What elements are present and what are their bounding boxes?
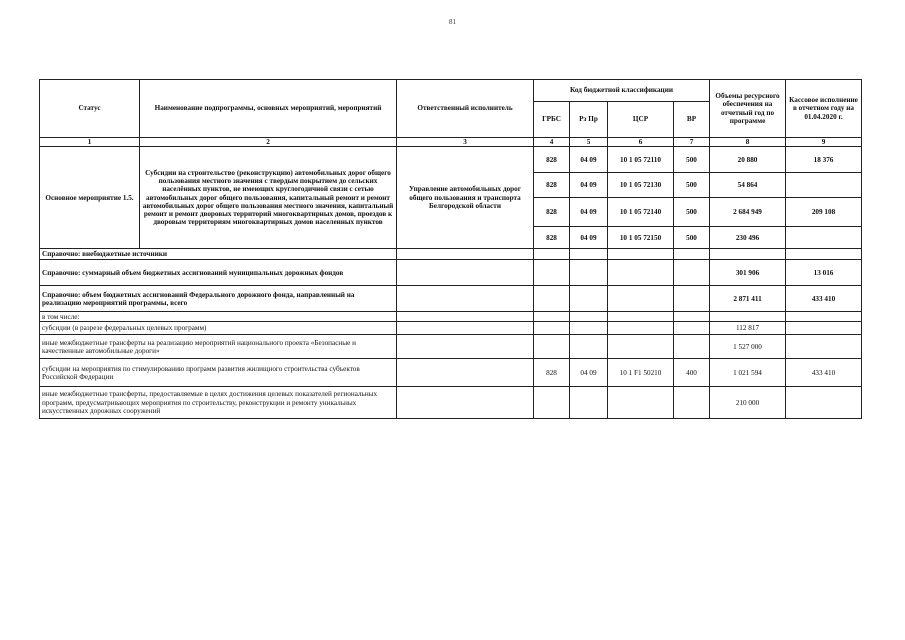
csr-cell: 10 1 05 72130 — [608, 173, 674, 198]
table-row — [40, 312, 862, 322]
rz-cell: 04 09 — [570, 147, 608, 173]
header-csr: ЦСР — [608, 102, 674, 138]
volume-cell: 230 496 — [710, 227, 786, 249]
grbs-cell: 828 — [534, 147, 570, 173]
column-number: 2 — [140, 138, 397, 147]
header-name: Наименование подпрограммы, основных мероприятий, мероприятий — [140, 80, 397, 138]
municipal-fund-label: Справочно: суммарный объем бюджетных ассигнований муниципальных дорожных фондов — [40, 260, 397, 286]
housing-label: субсидии на мероприятия по стимулированию программ развития жилищного строительства субъектов Российской Федерации — [40, 359, 397, 387]
header-responsible: Ответственный исполнитель — [397, 80, 534, 138]
header-budget-code: Код бюджетной классификации — [534, 80, 710, 102]
table-row — [40, 359, 862, 387]
table-row — [40, 387, 862, 419]
table-row — [40, 286, 862, 312]
grbs-cell: 828 — [534, 198, 570, 227]
vr-cell: 500 — [674, 227, 710, 249]
rz-cell: 04 09 — [570, 227, 608, 249]
subsidies-volume: 112 817 — [710, 322, 786, 335]
rz-cell: 04 09 — [570, 359, 608, 387]
column-number: 4 — [534, 138, 570, 147]
column-number: 6 — [608, 138, 674, 147]
column-number: 3 — [397, 138, 534, 147]
housing-volume: 1 021 594 — [710, 359, 786, 387]
vr-cell: 400 — [674, 359, 710, 387]
cash-cell: 209 108 — [786, 198, 862, 227]
federal-volume: 2 871 411 — [710, 286, 786, 312]
csr-cell: 10 1 05 72110 — [608, 147, 674, 173]
including-label: в том числе: — [40, 312, 397, 322]
grbs-cell: 828 — [534, 227, 570, 249]
csr-cell: 10 1 F1 50210 — [608, 359, 674, 387]
table-row — [40, 322, 862, 335]
table-row — [40, 335, 862, 359]
header-rz-pr: Рз Пр — [570, 102, 608, 138]
header-status: Статус — [40, 80, 140, 138]
csr-cell: 10 1 05 72150 — [608, 227, 674, 249]
federal-fund-label: Справочно: объем бюджетных ассигнований Федерального дорожного фонда, направленный на реализацию мероприятий программы, всего — [40, 286, 397, 312]
federal-cash: 433 410 — [786, 286, 862, 312]
csr-cell: 10 1 05 72140 — [608, 198, 674, 227]
rz-cell: 04 09 — [570, 173, 608, 198]
volume-cell: 54 864 — [710, 173, 786, 198]
subsidies-label: субсидии (в разрезе федеральных целевых программ) — [40, 322, 397, 335]
rz-cell: 04 09 — [570, 198, 608, 227]
cash-cell — [786, 227, 862, 249]
cash-cell: 18 376 — [786, 147, 862, 173]
column-number: 7 — [674, 138, 710, 147]
header-cash: Кассовое исполнение в отчетном году на 01.04.2020 г. — [786, 80, 862, 138]
municipal-cash: 13 016 — [786, 260, 862, 286]
unique-structures-label: иные межбюджетные трансферты, предоставляемые в целях достижения целевых показателей региональных программ, предусматривающих мероприятия по строительству, реконструкции и ремонту уникальных искусственных дорожных сооружений — [40, 387, 397, 419]
main-event-responsible: Управление автомобильных дорог общего пользования и транспорта Белгородской области — [397, 147, 534, 249]
vr-cell: 500 — [674, 147, 710, 173]
grbs-cell: 828 — [534, 359, 570, 387]
unique-structures-volume: 210 000 — [710, 387, 786, 419]
column-number: 5 — [570, 138, 608, 147]
volume-cell: 20 880 — [710, 147, 786, 173]
cash-cell — [786, 173, 862, 198]
column-number: 1 — [40, 138, 140, 147]
column-number: 9 — [786, 138, 862, 147]
page-number: 81 — [449, 18, 456, 26]
vr-cell: 500 — [674, 198, 710, 227]
municipal-volume: 301 906 — [710, 260, 786, 286]
main-event-status: Основное мероприятие 1.5. — [40, 147, 140, 249]
national-project-volume: 1 527 000 — [710, 335, 786, 359]
main-event-name: Субсидии на строительство (реконструкцию) автомобильных дорог общего пользования местного значения с твердым покрытием до сельских населённых пунктов, не имеющих круглогодичной связи с сетью автомобильных дорог общего пользования, капитальный ремонт и ремонт автомобильных дорог общего пользования местного значения, капитальный ремонт и ремонт дворовых территорий многоквартирных домов, проездов к дворовым территориям многоквартирных домов населенных пунктов — [140, 147, 397, 249]
column-number: 8 — [710, 138, 786, 147]
table-row — [40, 249, 862, 260]
grbs-cell: 828 — [534, 173, 570, 198]
header-grbs: ГРБС — [534, 102, 570, 138]
extra-budget-label: Справочно: внебюджетные источники — [40, 249, 397, 260]
volume-cell: 2 684 949 — [710, 198, 786, 227]
header-vr: ВР — [674, 102, 710, 138]
vr-cell: 500 — [674, 173, 710, 198]
table-row — [40, 147, 862, 173]
header-volume: Объемы ресурсного обеспечения на отчетный год по программе — [710, 80, 786, 138]
national-project-label: иные межбюджетные трансферты на реализацию мероприятий национального проекта «Безопасные и качественные автомобильные дороги» — [40, 335, 397, 359]
table-row — [40, 260, 862, 286]
housing-cash: 433 410 — [786, 359, 862, 387]
budget-table — [39, 79, 862, 419]
